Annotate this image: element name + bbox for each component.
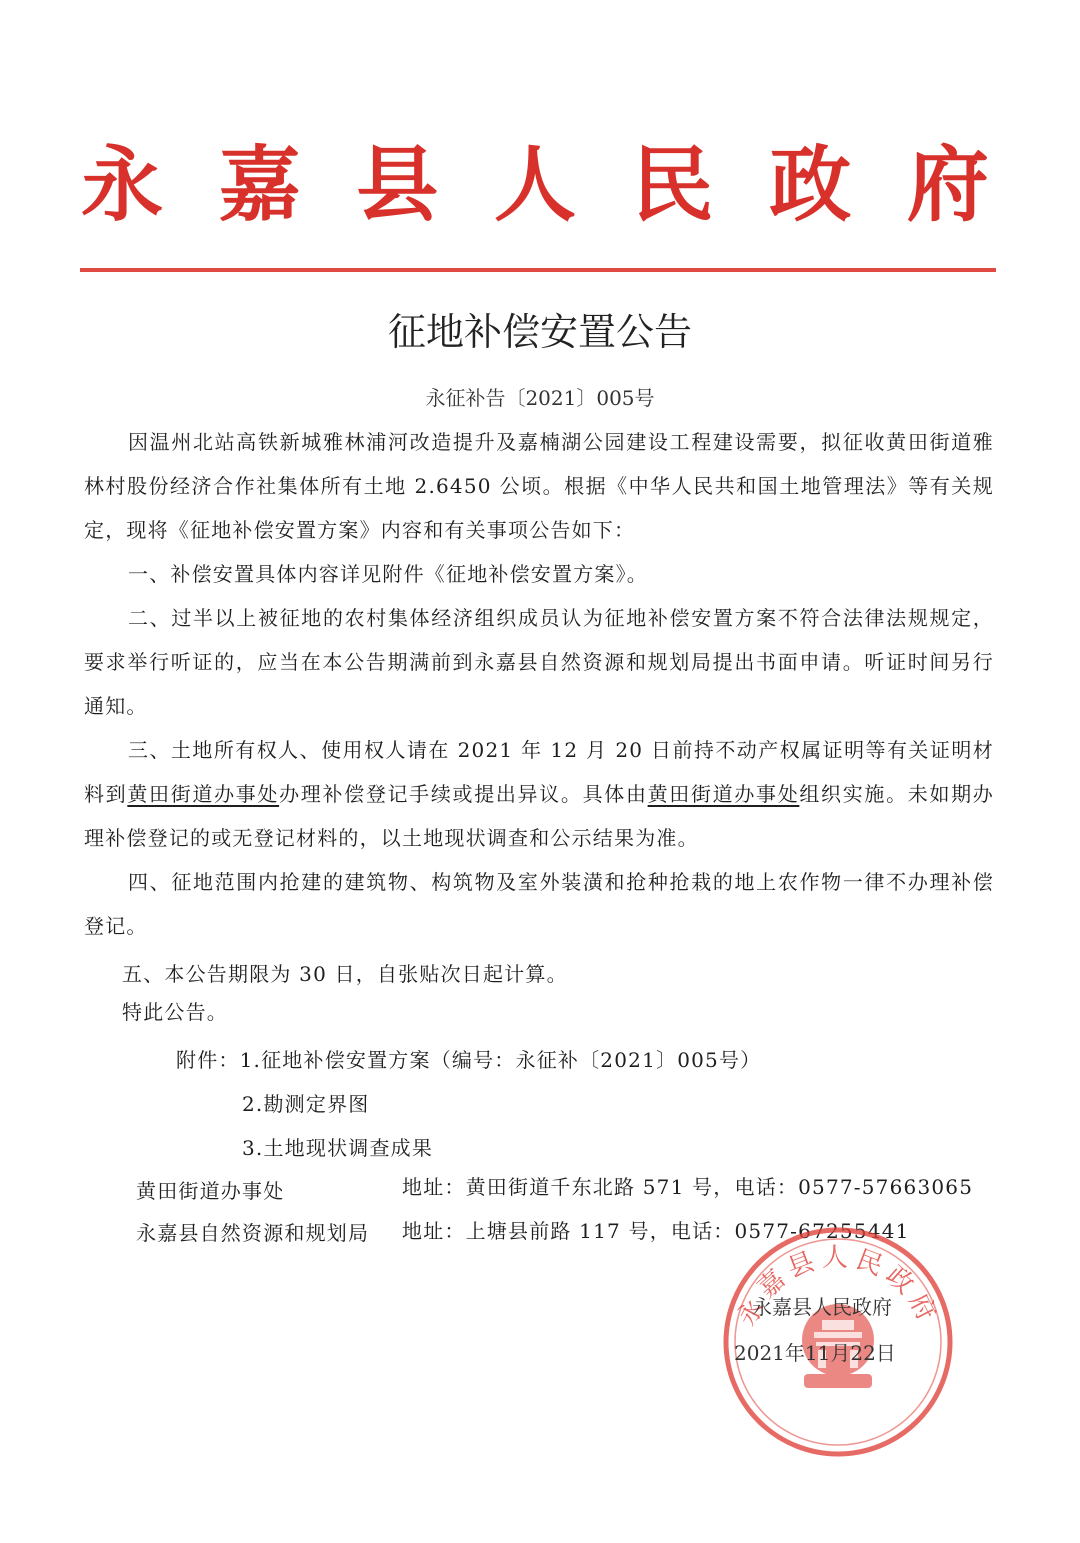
header-char: 永 xyxy=(80,137,163,233)
seal-text: 永嘉县人民政府 xyxy=(732,1243,944,1332)
contact-address: 地址：上塘县前路 117 号，电话：0577-67255441 xyxy=(402,1219,910,1243)
item-5: 五、本公告期限为 30 日，自张贴次日起计算。 xyxy=(122,962,568,986)
header-char: 府 xyxy=(906,137,989,233)
closing-line: 特此公告。 xyxy=(122,1000,228,1024)
item-3-text: 办理补偿登记手续或提出异议。具体由 xyxy=(279,782,648,806)
item-1: 一、补偿安置具体内容详见附件《征地补偿安置方案》。 xyxy=(128,562,648,586)
contact-name: 黄田街道办事处 xyxy=(136,1179,285,1203)
document-title: 征地补偿安置公告 xyxy=(387,310,692,354)
header-char: 民 xyxy=(631,137,714,233)
header-divider xyxy=(80,268,996,272)
attachment-2: 2.勘测定界图 xyxy=(242,1092,370,1116)
document-number: 永征补告〔2021〕005号 xyxy=(425,386,655,410)
contact-name: 永嘉县自然资源和规划局 xyxy=(136,1221,370,1245)
contact-address: 地址：黄田街道千东北路 571 号，电话：0577-57663065 xyxy=(402,1175,974,1199)
item-3 xyxy=(84,728,994,860)
header-char: 政 xyxy=(769,137,852,233)
header-char: 人 xyxy=(493,137,576,233)
header-char: 县 xyxy=(356,137,439,233)
header-char: 嘉 xyxy=(218,137,301,233)
office-name-underlined: 黄田街道办事处 xyxy=(647,782,800,806)
attachment-3: 3.土地现状调查成果 xyxy=(242,1136,434,1160)
attachment-1 xyxy=(176,1038,761,1082)
attachment-label: 附件： xyxy=(176,1048,240,1072)
issuer-header xyxy=(78,135,992,235)
item-3-text: 三、土地所有权人、使用权人请在 2021 年 12 月 20 日前持不动产权属证明等有关证明材料到 xyxy=(84,738,994,806)
office-name-underlined: 黄田街道办事处 xyxy=(127,782,280,806)
attachment-1-text: 1.征地补偿安置方案（编号：永征补〔2021〕005号） xyxy=(239,1048,762,1072)
item-2: 二、过半以上被征地的农村集体经济组织成员认为征地补偿安置方案不符合法律法规规定，要求举行听证的，应当在本公告期满前到永嘉县自然资源和规划局提出书面申请。听证时间另行通知。 xyxy=(84,606,994,718)
intro-paragraph: 因温州北站高铁新城雅林浦河改造提升及嘉楠湖公园建设工程建设需要，拟征收黄田街道雅林村股份经济合作社集体所有土地 2.6450 公顷。根据《中华人民共和国土地管理法》等有关规定，现将《征地补偿安置方案》内容和有关事项公告如下： xyxy=(84,430,994,542)
notice-body xyxy=(84,420,994,948)
issue-date: 2021年11月22日 xyxy=(734,1341,896,1365)
signature: 永嘉县人民政府 xyxy=(752,1295,892,1319)
item-4: 四、征地范围内抢建的建筑物、构筑物及室外装潢和抢种抢栽的地上农作物一律不办理补偿登记。 xyxy=(84,870,994,938)
item-3-text: 组织实施。未如期办理补偿登记的或无登记材料的，以土地现状调查和公示结果为准。 xyxy=(84,782,994,850)
